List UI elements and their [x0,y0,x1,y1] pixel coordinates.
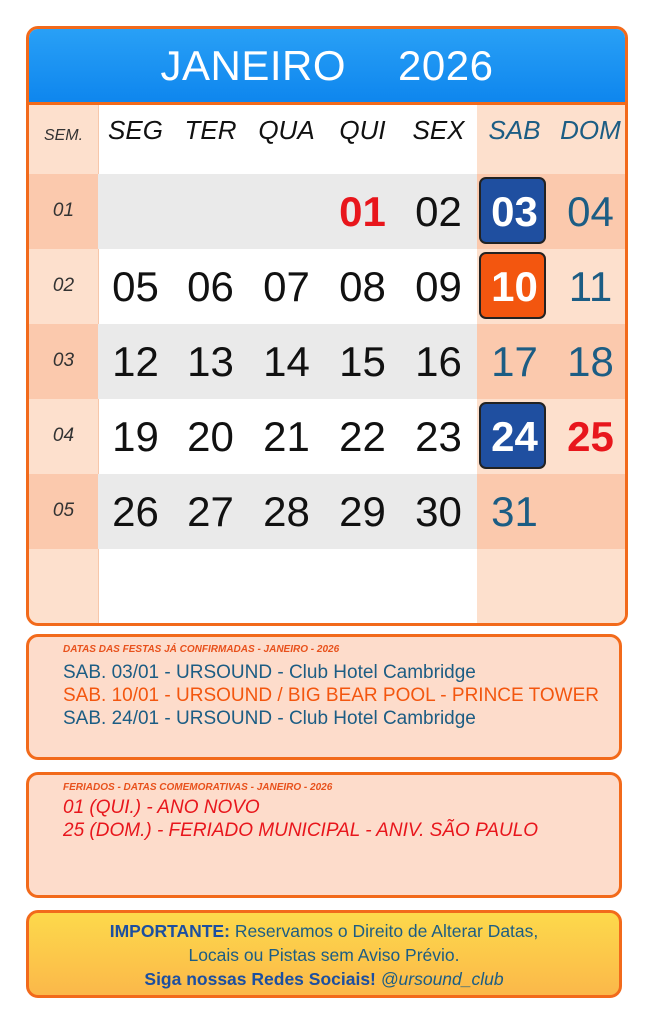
day-cell [98,249,173,324]
day-number: 25 [567,413,614,460]
day-cell [325,399,400,474]
calendar [26,26,628,626]
day-cell [553,324,628,399]
day-number: 19 [112,413,159,460]
notice-line-1 [29,921,619,942]
holidays-title: FERIADOS - DATAS COMEMORATIVAS - JANEIRO - 2026 [63,782,333,793]
week-number: 05 [52,500,75,521]
day-cell [401,399,476,474]
day-number: 13 [187,338,234,385]
day-number: 14 [263,338,310,385]
week-column-label: SEM. [43,127,84,144]
day-cell [477,174,552,249]
weekday-header-qua: QUA [258,115,315,145]
important-notice [26,910,622,998]
day-number: 30 [415,488,462,535]
notice-label: IMPORTANTE: [109,921,230,941]
day-number: 04 [567,188,614,235]
day-number: 29 [339,488,386,535]
day-number: 05 [112,263,159,310]
social-handle[interactable]: @ursound_club [380,969,504,989]
weekday-header-sex: SEX [412,115,465,145]
day-number: 24 [491,413,538,460]
day-cell [173,324,248,399]
weekday-header-dom: DOM [560,115,621,145]
party-item-1: SAB. 03/01 - URSOUND - Club Hotel Cambridge [63,662,476,683]
day-number: 09 [415,263,462,310]
day-number: 31 [491,488,538,535]
day-cell [249,474,324,549]
day-cell [98,399,173,474]
day-number: 06 [187,263,234,310]
parties-panel [26,634,622,760]
holiday-item-2: 25 (DOM.) - FERIADO MUNICIPAL - ANIV. SÃO PAULO [63,820,539,841]
day-cell [249,249,324,324]
day-number: 15 [339,338,386,385]
year-title: 2026 [398,41,494,89]
day-cell [325,324,400,399]
day-number: 08 [339,263,386,310]
day-number: 07 [263,263,310,310]
week-number: 04 [52,425,75,446]
week-number: 02 [52,275,75,296]
day-number: 12 [112,338,159,385]
day-cell [553,174,628,249]
month-title: JANEIRO [160,41,347,89]
day-cell [401,249,476,324]
week-number: 01 [52,200,75,221]
day-number: 26 [112,488,159,535]
month-header [29,29,625,105]
notice-text-1: Reservamos o Direito de Alterar Datas, [234,921,539,941]
day-cell [553,399,628,474]
day-number: 23 [415,413,462,460]
day-cell [173,474,248,549]
weekday-header-ter: TER [184,115,237,145]
day-cell [173,399,248,474]
day-number: 21 [263,413,310,460]
weekday-header-sab: SAB [488,115,541,145]
parties-title: DATAS DAS FESTAS JÁ CONFIRMADAS - JANEIRO - 2026 [63,644,340,655]
day-cell [325,174,400,249]
holiday-item-1: 01 (QUI.) - ANO NOVO [63,797,260,818]
weekday-header-qui: QUI [339,115,386,145]
day-number: 18 [567,338,614,385]
day-number: 27 [187,488,234,535]
day-number: 01 [339,188,386,235]
holidays-panel [26,772,622,898]
social-label: Siga nossas Redes Sociais! [144,969,376,989]
day-number: 20 [187,413,234,460]
party-item-3: SAB. 24/01 - URSOUND - Club Hotel Cambridge [63,708,476,729]
day-cell [477,399,552,474]
day-cell [401,324,476,399]
party-item-2: SAB. 10/01 - URSOUND / BIG BEAR POOL - PRINCE TOWER [63,685,599,706]
day-cell [98,324,173,399]
notice-line-3 [29,969,619,990]
day-number: 16 [415,338,462,385]
day-cell [477,324,552,399]
day-number: 17 [491,338,538,385]
day-cell [325,474,400,549]
day-number: 11 [568,263,613,310]
day-number: 22 [339,413,386,460]
day-cell [553,249,628,324]
notice-line-2: Locais ou Pistas sem Aviso Prévio. [188,945,460,965]
day-number: 03 [491,188,538,235]
day-cell [401,474,476,549]
day-number: 02 [415,188,462,235]
day-cell [401,174,476,249]
day-number: 28 [263,488,310,535]
day-cell [325,249,400,324]
day-cell [477,249,552,324]
weekday-header-seg: SEG [108,115,163,145]
day-number: 10 [491,263,538,310]
day-cell [173,249,248,324]
day-cell [477,474,552,549]
day-cell [249,399,324,474]
week-number: 03 [52,350,75,371]
day-cell [249,324,324,399]
day-cell [98,474,173,549]
